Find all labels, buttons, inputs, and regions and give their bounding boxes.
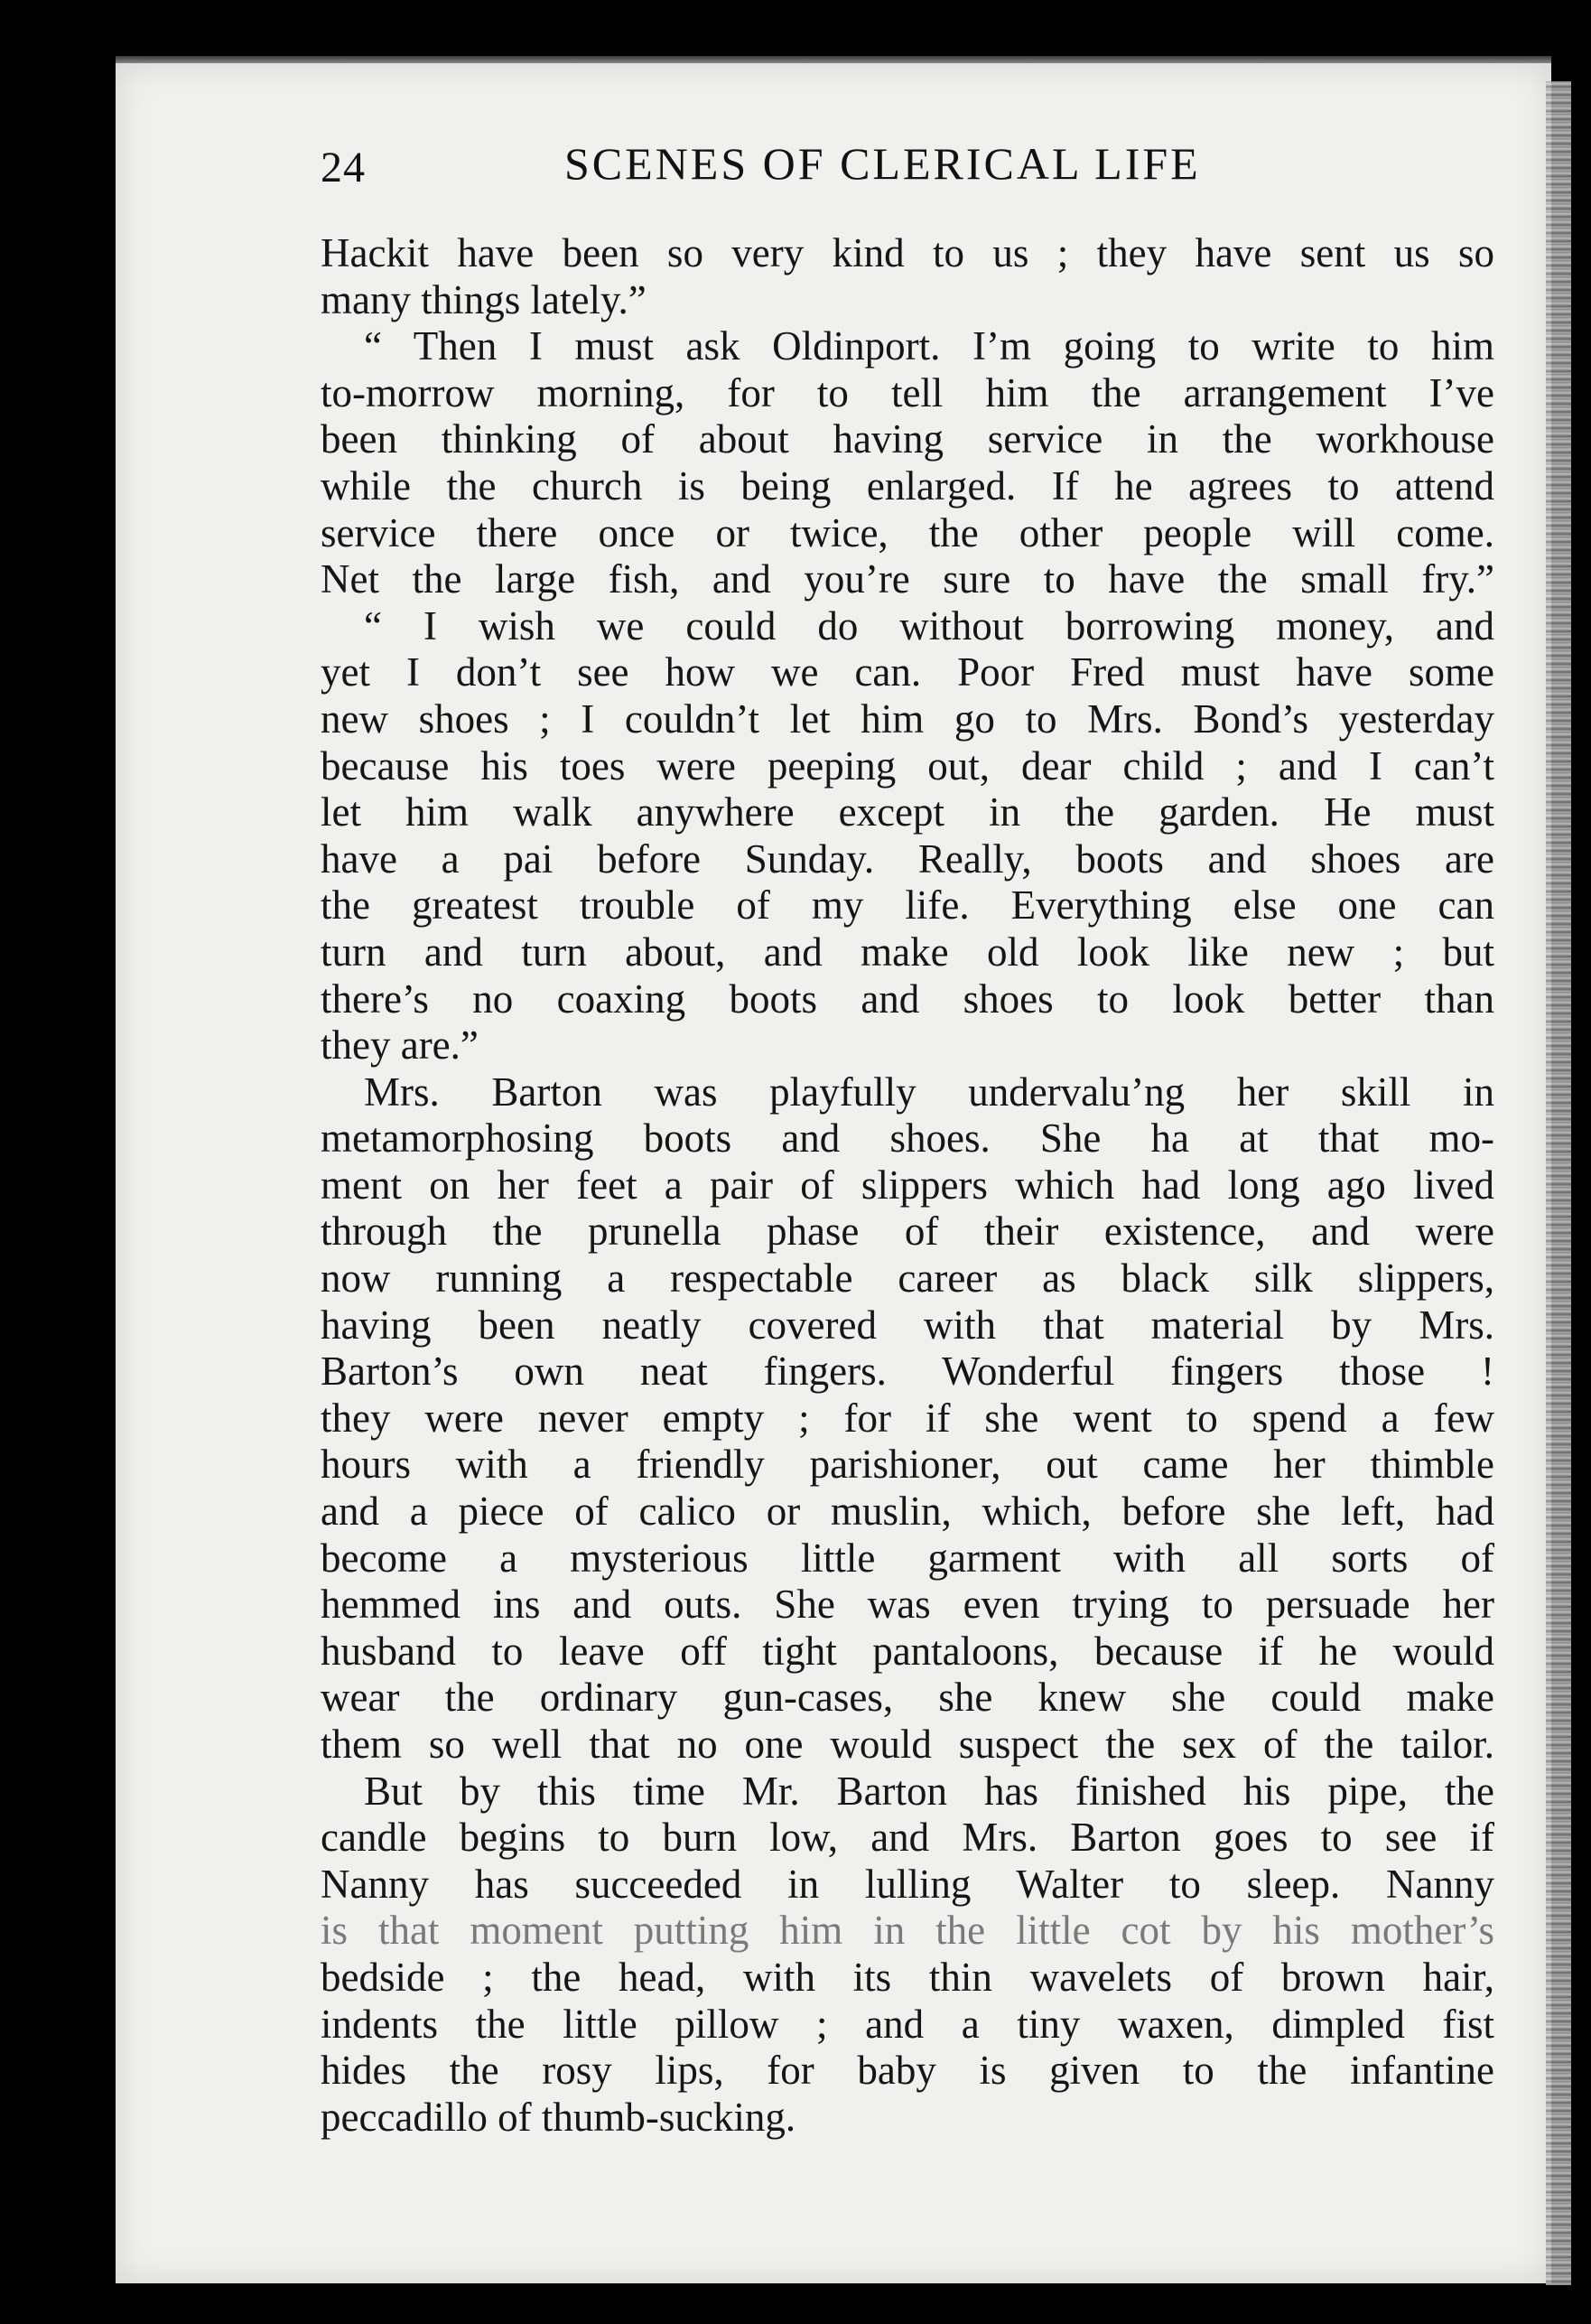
text-line: Net the large fish, and you’re sure to have the small fry.” (321, 556, 1494, 602)
text-line: new shoes ; I couldn’t let him go to Mrs. Bond’s yesterday (321, 695, 1494, 742)
text-line: having been neatly covered with that material by Mrs. (321, 1302, 1494, 1348)
text-line: now running a respectable career as black silk slippers, (321, 1255, 1494, 1302)
text-line: “ I wish we could do without borrowing money, and (364, 602, 1494, 649)
text-line: through the prunella phase of their existence, and were (321, 1209, 1494, 1255)
running-header (321, 137, 1494, 201)
text-line: been thinking of about having service in the workhouse (321, 416, 1494, 462)
text-line: the greatest trouble of my life. Everything else one can (321, 882, 1494, 929)
text-line: bedside ; the head, with its thin wavelets of brown hair, (321, 1954, 1494, 2000)
text-line: metamorphosing boots and shoes. She ha at that mo- (321, 1115, 1494, 1162)
body-text (321, 230, 1494, 2141)
text-line: wear the ordinary gun-cases, she knew she could make (321, 1675, 1494, 1721)
text-line: them so well that no one would suspect the sex of the tailor. (321, 1722, 1494, 1767)
text-line: many things lately.” (321, 276, 647, 322)
text-line: Nanny has succeeded in lulling Walter to sleep. Nanny (321, 1861, 1494, 1907)
text-line: and a piece of calico or muslin, which, before she left, had (321, 1489, 1494, 1535)
text-line: Mrs. Barton was playfully undervalu’ng her skill in (364, 1069, 1494, 1115)
text-line: candle begins to burn low, and Mrs. Barton goes to see if (321, 1815, 1494, 1861)
text-line: hides the rosy lips, for baby is given to the infantine (321, 2048, 1494, 2094)
text-line: peccadillo of thumb-sucking. (321, 2094, 796, 2140)
text-line: husband to leave off tight pantaloons, because if he would (321, 1628, 1494, 1674)
text-line: hemmed ins and outs. She was even trying to persuade her (321, 1582, 1494, 1628)
text-line: Barton’s own neat fingers. Wonderful fingers those ! (321, 1349, 1494, 1395)
text-line: because his toes were peeping out, dear child ; and I can’t (321, 742, 1494, 789)
text-line: yet I don’t see how we can. Poor Fred must have some (321, 649, 1494, 695)
text-line: there’s no coaxing boots and shoes to look better than (321, 975, 1494, 1022)
text-line: they were never empty ; for if she went to spend a few (321, 1395, 1494, 1441)
text-line: indents the little pillow ; and a tiny waxen, dimpled fist (321, 2001, 1494, 2047)
text-line: “ Then I must ask Oldinport. I’m going to write to him (364, 323, 1494, 369)
text-line: they are.” (321, 1022, 479, 1069)
text-line: ment on her feet a pair of slippers which had long ago lived (321, 1162, 1494, 1208)
text-line: turn and turn about, and make old look like new ; but (321, 929, 1494, 975)
text-line: become a mysterious little garment with all sorts of (321, 1535, 1494, 1581)
text-line: is that moment putting him in the little cot by his mother’s (321, 1908, 1494, 1954)
text-line: service there once or twice, the other people will come. (321, 509, 1494, 555)
text-line: have a pai before Sunday. Really, boots and shoes are (321, 835, 1494, 882)
text-line: Hackit have been so very kind to us ; they have sent us so (321, 230, 1494, 275)
text-line: let him walk anywhere except in the garden. He must (321, 789, 1494, 835)
text-line: while the church is being enlarged. If he agrees to attend (321, 462, 1494, 509)
text-line: But by this time Mr. Barton has finished his pipe, the (364, 1768, 1494, 1814)
page-right-edge (1546, 81, 1571, 2285)
running-title: SCENES OF CLERICAL LIFE (564, 138, 1201, 189)
page-number: 24 (321, 144, 366, 191)
text-line: hours with a friendly parishioner, out came her thimble (321, 1442, 1494, 1488)
text-line: to-morrow morning, for to tell him the arrangement I’ve (321, 369, 1494, 415)
